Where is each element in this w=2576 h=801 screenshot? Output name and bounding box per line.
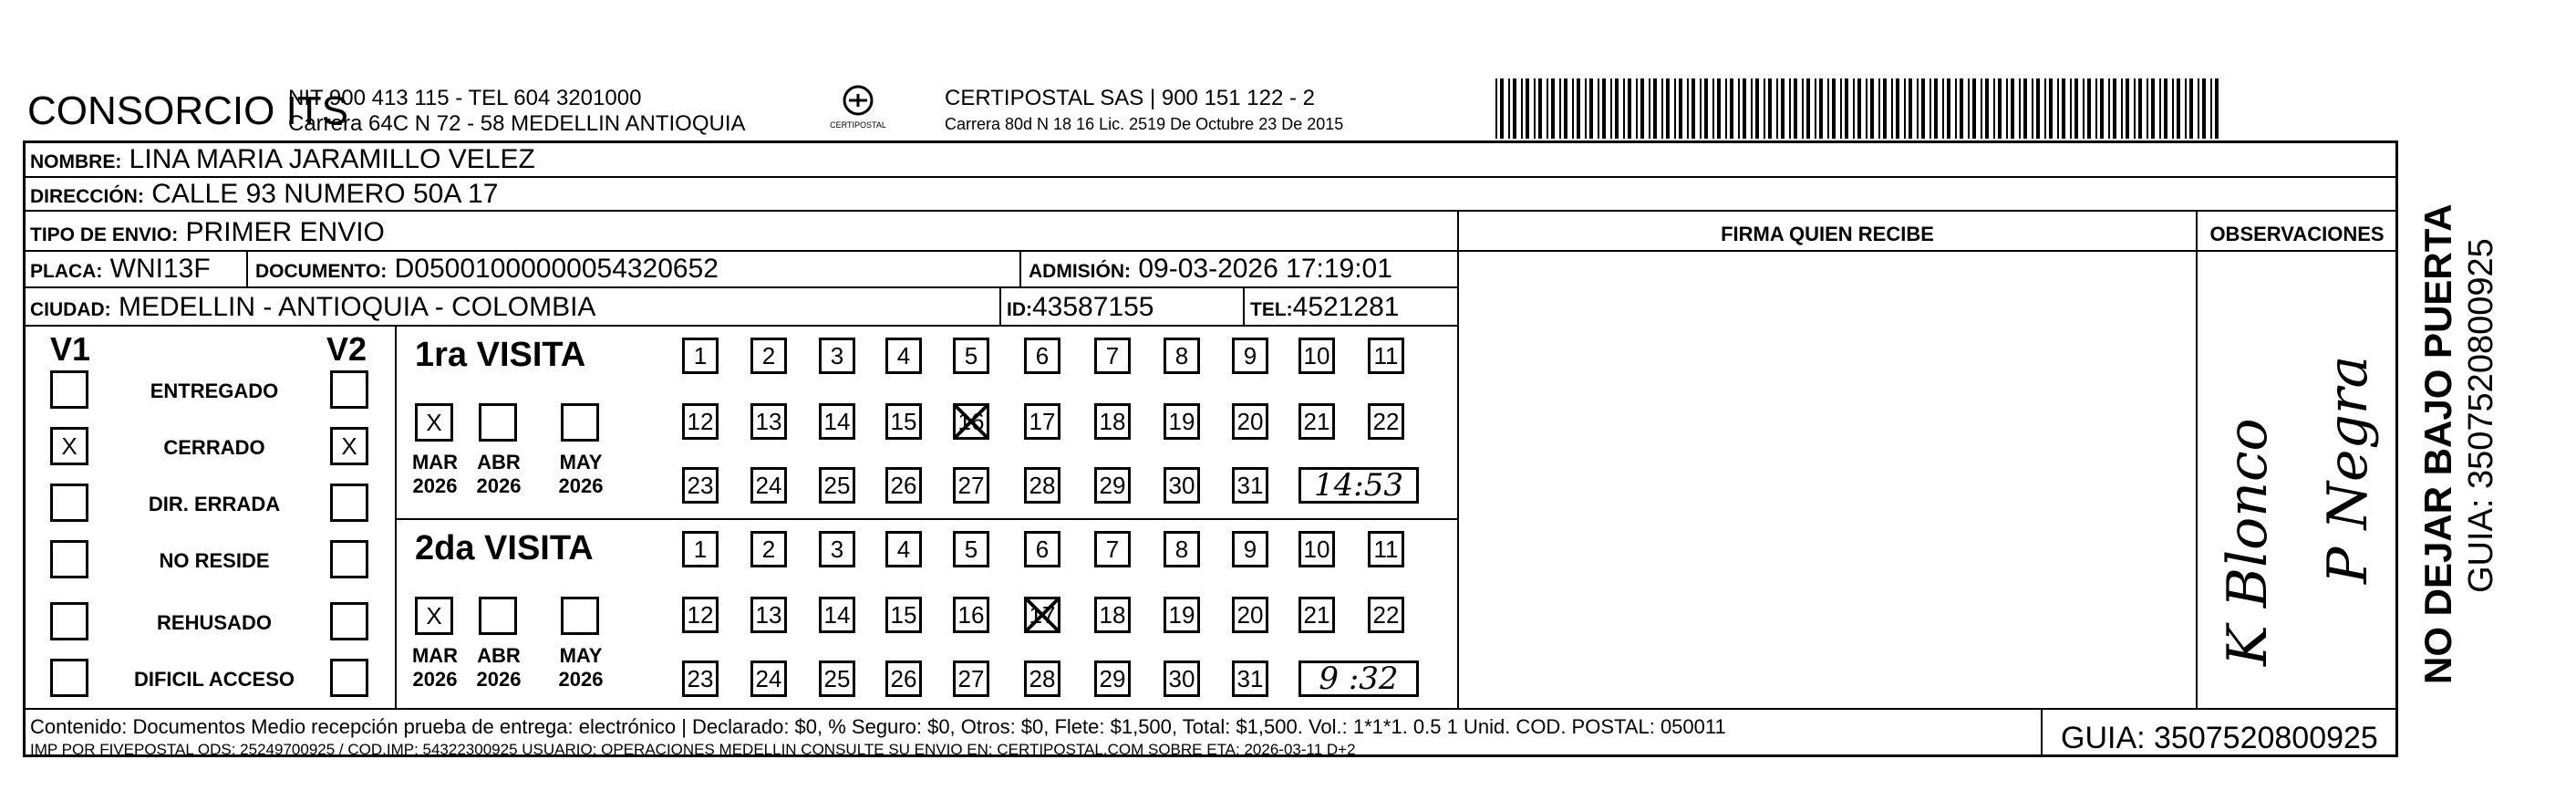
- barcode-bar: [1687, 78, 1689, 139]
- day-box[interactable]: 26: [885, 467, 922, 504]
- day-box[interactable]: 23: [682, 661, 719, 697]
- day-box[interactable]: 12: [682, 597, 719, 633]
- barcode-bar: [1564, 78, 1567, 139]
- barcode-bar: [1802, 78, 1804, 139]
- company-address-line: Carrera 64C N 72 - 58 MEDELLIN ANTIOQUIA: [288, 111, 746, 136]
- observaciones-handwriting-2: P Negra: [2316, 355, 2380, 584]
- divider: [1243, 286, 1245, 325]
- status-label: REHUSADO: [157, 611, 272, 634]
- barcode-bar: [2023, 78, 2027, 139]
- barcode-bar: [2189, 78, 2193, 139]
- barcode-bar: [1909, 78, 1912, 139]
- barcode-bar: [2062, 78, 2065, 139]
- direccion-label: DIRECCIÓN:: [30, 186, 144, 207]
- day-box[interactable]: 21: [1298, 597, 1335, 633]
- barcode-bar: [1827, 78, 1829, 139]
- day-box[interactable]: 6: [1024, 338, 1060, 374]
- month-name: MAY: [559, 644, 603, 667]
- barcode-bar: [2134, 78, 2136, 139]
- day-box[interactable]: 18: [1094, 597, 1131, 633]
- barcode-bar: [1623, 78, 1625, 139]
- day-box[interactable]: 26: [885, 661, 922, 697]
- barcode-bar: [1585, 78, 1587, 139]
- month-year: 2026: [476, 668, 522, 691]
- barcode-bar: [1526, 78, 1529, 139]
- barcode-bar: [1947, 78, 1950, 139]
- ciudad-value: MEDELLIN - ANTIOQUIA - COLOMBIA: [119, 292, 596, 322]
- day-box[interactable]: 12: [682, 403, 719, 440]
- day-box[interactable]: 19: [1164, 597, 1200, 633]
- v1-label: V1: [50, 330, 91, 368]
- v2-checkbox[interactable]: X: [330, 427, 368, 465]
- barcode-bar: [1495, 78, 1497, 139]
- day-box[interactable]: 1: [682, 531, 719, 567]
- firma-header: FIRMA QUIEN RECIBE: [1721, 223, 1934, 245]
- barcode-bar: [2108, 78, 2110, 139]
- footer-contenido: Contenido: Documentos Medio recepción prueba de entrega: electrónico | Declarado: $0, % Seguro: $0, Otros: $0, Flete: $1,500, Total: $1,500. Vol.: 1*1*1. 0.5 1 Unid. COD. POSTAL: 050011: [30, 715, 1726, 738]
- day-box[interactable]: 7: [1094, 338, 1131, 374]
- admision-row: [1029, 254, 1392, 285]
- barcode-bar: [1883, 78, 1887, 139]
- divider: [2041, 708, 2043, 757]
- admision-value: 09-03-2026 17:19:01: [1138, 254, 1392, 284]
- day-box[interactable]: 9: [1232, 338, 1268, 374]
- day-box[interactable]: 22: [1368, 403, 1404, 440]
- month-checkbox[interactable]: X: [415, 403, 453, 442]
- barcode-bar: [1755, 78, 1759, 139]
- barcode-bar: [1674, 78, 1676, 139]
- month-name: ABR: [477, 644, 521, 667]
- day-box[interactable]: 22: [1368, 597, 1404, 633]
- divider: [23, 176, 2398, 178]
- day-box[interactable]: 15: [885, 403, 922, 440]
- month-checkbox[interactable]: [561, 597, 599, 635]
- barcode-bar: [1640, 78, 1644, 139]
- barcode-bar: [1649, 78, 1650, 139]
- day-box[interactable]: 7: [1094, 531, 1131, 567]
- month-label: [553, 451, 608, 498]
- placa-row: [30, 254, 211, 285]
- documento-label: DOCUMENTO:: [255, 261, 388, 282]
- barcode-bar: [1691, 78, 1695, 139]
- barcode-bar: [2126, 78, 2129, 139]
- divider: [999, 286, 1001, 325]
- day-box[interactable]: 14: [819, 403, 855, 440]
- v1-checkbox[interactable]: [50, 484, 88, 522]
- day-box[interactable]: 4: [885, 531, 922, 567]
- barcode-bar: [2100, 78, 2104, 139]
- day-box[interactable]: 31: [1232, 467, 1268, 504]
- day-box[interactable]: 13: [750, 403, 787, 440]
- v1-checkbox[interactable]: [50, 602, 88, 640]
- logo-text: CERTIPOSTAL: [830, 120, 886, 130]
- day-box[interactable]: 13: [750, 597, 787, 633]
- certipostal-block: [945, 86, 1343, 137]
- barcode-bar: [1866, 78, 1867, 139]
- day-box[interactable]: 10: [1298, 338, 1335, 374]
- barcode-bar: [1508, 78, 1510, 139]
- visit-time[interactable]: 9 :32: [1298, 661, 1419, 697]
- barcode-bar: [2151, 78, 2155, 139]
- v2-checkbox[interactable]: [330, 484, 368, 522]
- side-guia: GUIA: 3507520800925: [2462, 238, 2500, 593]
- v2-checkbox[interactable]: [330, 659, 368, 697]
- barcode-bar: [2113, 78, 2116, 139]
- barcode-bar: [1896, 78, 1899, 139]
- barcode-bar: [2074, 78, 2078, 139]
- day-box[interactable]: 6: [1024, 531, 1060, 567]
- day-box[interactable]: 30: [1164, 467, 1200, 504]
- barcode-bar: [1806, 78, 1810, 139]
- day-box[interactable]: 3: [819, 338, 855, 374]
- status-label: NO RESIDE: [159, 549, 270, 572]
- barcode-bar: [1955, 78, 1957, 139]
- barcode-bar: [1870, 78, 1874, 139]
- status-label: DIFICIL ACCESO: [133, 668, 295, 691]
- id-label: ID:: [1007, 299, 1032, 320]
- month-name: MAR: [411, 644, 459, 667]
- tipo-value: PRIMER ENVIO: [185, 217, 385, 247]
- barcode-bar: [1738, 78, 1740, 139]
- visit-title: 2da VISITA: [415, 529, 594, 567]
- day-box[interactable]: 16: [953, 403, 989, 440]
- barcode-bar: [1934, 78, 1938, 139]
- month-year: 2026: [412, 668, 458, 691]
- ciudad-row: [30, 292, 595, 323]
- barcode-bar: [1577, 78, 1580, 139]
- barcode-bar: [2198, 78, 2199, 139]
- barcode-bar: [1598, 78, 1599, 139]
- barcode-bar: [1534, 78, 1536, 139]
- month-checkbox[interactable]: [479, 597, 517, 635]
- day-box[interactable]: 4: [885, 338, 922, 374]
- day-box[interactable]: 14: [819, 597, 855, 633]
- barcode-bar: [1972, 78, 1976, 139]
- tel-label: TEL:: [1250, 299, 1293, 320]
- v1-checkbox[interactable]: X: [50, 427, 88, 465]
- divider: [246, 250, 248, 286]
- divider: [395, 325, 397, 708]
- barcode-bar: [1968, 78, 1970, 139]
- divider: [1459, 250, 2398, 252]
- barcode-bar: [1538, 78, 1542, 139]
- v1-checkbox[interactable]: [50, 370, 88, 409]
- barcode-bar: [2087, 78, 2091, 139]
- barcode-bar: [1764, 78, 1765, 139]
- barcode-bar: [1547, 78, 1548, 139]
- certipostal-logo: [828, 80, 888, 140]
- barcode-bar: [2044, 78, 2046, 139]
- day-box[interactable]: 25: [819, 661, 855, 697]
- observaciones-handwriting-1: K Blonco: [2216, 418, 2280, 666]
- barcode-bar: [1513, 78, 1516, 139]
- month-label: [471, 644, 526, 692]
- barcode-bar: [1998, 78, 2002, 139]
- divider: [23, 250, 1459, 252]
- barcode-bar: [2138, 78, 2142, 139]
- day-box[interactable]: 27: [953, 467, 989, 504]
- tel-value: 4521281: [1292, 292, 1400, 322]
- month-label: [408, 451, 462, 498]
- barcode-bar: [2121, 78, 2123, 139]
- barcode-bar: [1717, 78, 1721, 139]
- barcode-bar: [1628, 78, 1631, 139]
- barcode-bar: [2215, 78, 2219, 139]
- barcode-bar: [2049, 78, 2053, 139]
- tipo-row: [30, 217, 385, 248]
- admision-label: ADMISIÓN:: [1029, 261, 1131, 282]
- direccion-value: CALLE 93 NUMERO 50A 17: [151, 179, 499, 209]
- barcode-bar: [2057, 78, 2059, 139]
- month-checkbox[interactable]: [561, 403, 599, 442]
- barcode-bar: [1853, 78, 1855, 139]
- barcode-bar: [1832, 78, 1836, 139]
- day-box[interactable]: 17: [1024, 403, 1060, 440]
- month-checkbox[interactable]: [479, 403, 517, 442]
- day-box[interactable]: 18: [1094, 403, 1131, 440]
- divider: [397, 518, 1459, 520]
- footer-impresion: IMP POR FIVEPOSTAL ODS: 25249700925 / COD.IMP: 54322300925 USUARIO: OPERACIONES MEDELLIN CONSULTE SU ENVIO EN: CERTIPOSTAL.COM SOBRE ETA: 2026-03-11 D+2: [30, 741, 1356, 758]
- month-checkbox[interactable]: X: [415, 597, 453, 635]
- barcode-bar: [1768, 78, 1772, 139]
- day-box[interactable]: 8: [1164, 338, 1200, 374]
- barcode-bar: [2011, 78, 2014, 139]
- certipostal-address: Carrera 80d N 18 16 Lic. 2519 De Octubre 23 De 2015: [945, 115, 1344, 133]
- barcode-bar: [1985, 78, 1989, 139]
- day-box[interactable]: 2: [750, 531, 787, 567]
- v2-checkbox[interactable]: [330, 602, 368, 640]
- company-nit-block: [288, 86, 746, 137]
- barcode-bar: [1891, 78, 1893, 139]
- barcode-bar: [2019, 78, 2021, 139]
- barcode-bar: [2210, 78, 2212, 139]
- barcode-bar: [1921, 78, 1925, 139]
- v2-label: V2: [326, 330, 367, 368]
- barcode-bar: [1743, 78, 1746, 139]
- barcode-bar: [2202, 78, 2206, 139]
- barcode-bar: [2177, 78, 2180, 139]
- barcode-bar: [1776, 78, 1778, 139]
- month-year: 2026: [412, 474, 458, 497]
- ciudad-label: CIUDAD:: [30, 299, 111, 320]
- barcode-bar: [1960, 78, 1963, 139]
- month-name: MAY: [559, 451, 603, 473]
- id-row: [1007, 292, 1154, 323]
- day-box[interactable]: 19: [1164, 403, 1200, 440]
- month-name: MAR: [411, 451, 459, 473]
- barcode-bar: [1993, 78, 1995, 139]
- barcode-bar: [1942, 78, 1944, 139]
- nombre-value: LINA MARIA JARAMILLO VELEZ: [129, 144, 535, 174]
- day-box[interactable]: 21: [1298, 403, 1335, 440]
- direccion-row: [30, 179, 498, 210]
- day-box[interactable]: 25: [819, 467, 855, 504]
- documento-value: D05001000000054320652: [394, 254, 719, 284]
- month-label: [553, 644, 608, 692]
- visit-title: 1ra VISITA: [415, 336, 586, 374]
- day-box[interactable]: 11: [1368, 338, 1404, 374]
- day-box[interactable]: 24: [750, 661, 787, 697]
- day-box[interactable]: 28: [1024, 661, 1060, 697]
- barcode-bar: [1751, 78, 1753, 139]
- nombre-label: NOMBRE:: [30, 151, 122, 172]
- day-box[interactable]: 5: [953, 338, 989, 374]
- barcode-bar: [2083, 78, 2085, 139]
- barcode-bar: [1610, 78, 1612, 139]
- certipostal-nit: CERTIPOSTAL SAS | 900 151 122 - 2: [945, 86, 1315, 110]
- barcode-bar: [2070, 78, 2072, 139]
- v1-checkbox[interactable]: [50, 540, 88, 578]
- v1-checkbox[interactable]: [50, 659, 88, 697]
- barcode-bar: [1857, 78, 1861, 139]
- month-label: [408, 644, 462, 692]
- v2-checkbox[interactable]: [330, 540, 368, 578]
- barcode-bar: [2185, 78, 2187, 139]
- visit-time[interactable]: 14:53: [1298, 467, 1419, 504]
- company-nit-line: NIT 900 413 115 - TEL 604 3201000: [288, 86, 642, 110]
- barcode-bar: [1615, 78, 1619, 139]
- nombre-row: [30, 144, 535, 175]
- barcode-bar: [1704, 78, 1708, 139]
- placa-value: WNI13F: [109, 254, 211, 284]
- day-box[interactable]: 3: [819, 531, 855, 567]
- day-box[interactable]: 9: [1232, 531, 1268, 567]
- status-label: CERRADO: [163, 436, 265, 459]
- month-year: 2026: [558, 474, 604, 497]
- v2-checkbox[interactable]: [330, 370, 368, 409]
- barcode-bar: [1725, 78, 1727, 139]
- barcode-bar: [1981, 78, 1982, 139]
- day-box[interactable]: 28: [1024, 467, 1060, 504]
- barcode-bar: [1572, 78, 1574, 139]
- barcode-bar: [1712, 78, 1714, 139]
- day-box[interactable]: 24: [750, 467, 787, 504]
- day-box[interactable]: 17: [1024, 597, 1060, 633]
- footer-guia: GUIA: 3507520800925: [2061, 721, 2378, 755]
- id-value: 43587155: [1032, 292, 1154, 322]
- tipo-label: TIPO DE ENVIO:: [30, 224, 179, 245]
- day-box[interactable]: 2: [750, 338, 787, 374]
- barcode-bar: [2032, 78, 2033, 139]
- day-box[interactable]: 16: [953, 597, 989, 633]
- divider: [1019, 250, 1021, 286]
- divider: [23, 325, 1459, 327]
- barcode-bar: [1929, 78, 1931, 139]
- barcode-bar: [1730, 78, 1733, 139]
- barcode-bar: [1666, 78, 1670, 139]
- divider: [2196, 210, 2198, 708]
- divider: [2396, 140, 2398, 712]
- barcode: [1495, 78, 2225, 139]
- divider: [23, 210, 2398, 212]
- status-label: DIR. ERRADA: [148, 493, 281, 515]
- day-box[interactable]: 29: [1094, 661, 1131, 697]
- barcode-bar: [1781, 78, 1785, 139]
- barcode-bar: [1679, 78, 1682, 139]
- day-box[interactable]: 1: [682, 338, 719, 374]
- day-box[interactable]: 8: [1164, 531, 1200, 567]
- placa-label: PLACA:: [30, 261, 103, 282]
- day-box[interactable]: 31: [1232, 661, 1268, 697]
- day-box[interactable]: 23: [682, 467, 719, 504]
- barcode-bar: [1815, 78, 1816, 139]
- barcode-bar: [1589, 78, 1593, 139]
- barcode-bar: [1917, 78, 1919, 139]
- side-warning: NO DEJAR BAJO PUERTA: [2416, 203, 2459, 684]
- barcode-bar: [1551, 78, 1555, 139]
- barcode-bar: [1521, 78, 1523, 139]
- day-box[interactable]: 5: [953, 531, 989, 567]
- documento-row: [255, 254, 719, 285]
- barcode-bar: [1789, 78, 1791, 139]
- barcode-bar: [2006, 78, 2008, 139]
- barcode-bar: [2147, 78, 2148, 139]
- month-year: 2026: [558, 668, 604, 691]
- barcode-bar: [1878, 78, 1880, 139]
- barcode-bar: [1845, 78, 1848, 139]
- barcode-bar: [2164, 78, 2167, 139]
- status-label: ENTREGADO: [150, 380, 279, 402]
- day-box[interactable]: 11: [1368, 531, 1404, 567]
- month-name: ABR: [477, 451, 521, 473]
- day-box[interactable]: 29: [1094, 467, 1131, 504]
- month-label: [471, 451, 526, 498]
- month-year: 2026: [476, 474, 522, 497]
- barcode-bar: [2159, 78, 2161, 139]
- day-box[interactable]: 10: [1298, 531, 1335, 567]
- observaciones-header: OBSERVACIONES: [2209, 223, 2385, 245]
- day-box[interactable]: 20: [1232, 403, 1268, 440]
- barcode-bar: [1904, 78, 1906, 139]
- day-box[interactable]: 15: [885, 597, 922, 633]
- barcode-bar: [1636, 78, 1638, 139]
- barcode-bar: [1661, 78, 1663, 139]
- day-box[interactable]: 20: [1232, 597, 1268, 633]
- divider: [1457, 210, 1459, 708]
- barcode-bar: [1794, 78, 1797, 139]
- day-box[interactable]: 30: [1164, 661, 1200, 697]
- barcode-bar: [1819, 78, 1823, 139]
- company-name: CONSORCIO ITS: [27, 88, 349, 133]
- barcode-bar: [1559, 78, 1561, 139]
- barcode-bar: [1602, 78, 1606, 139]
- tel-row: [1250, 292, 1399, 323]
- barcode-bar: [1653, 78, 1657, 139]
- barcode-bar: [1500, 78, 1504, 139]
- barcode-bar: [2036, 78, 2040, 139]
- day-box[interactable]: 27: [953, 661, 989, 697]
- barcode-bar: [2095, 78, 2097, 139]
- barcode-bar: [2172, 78, 2174, 139]
- barcode-bar: [1840, 78, 1842, 139]
- barcode-bar: [1700, 78, 1702, 139]
